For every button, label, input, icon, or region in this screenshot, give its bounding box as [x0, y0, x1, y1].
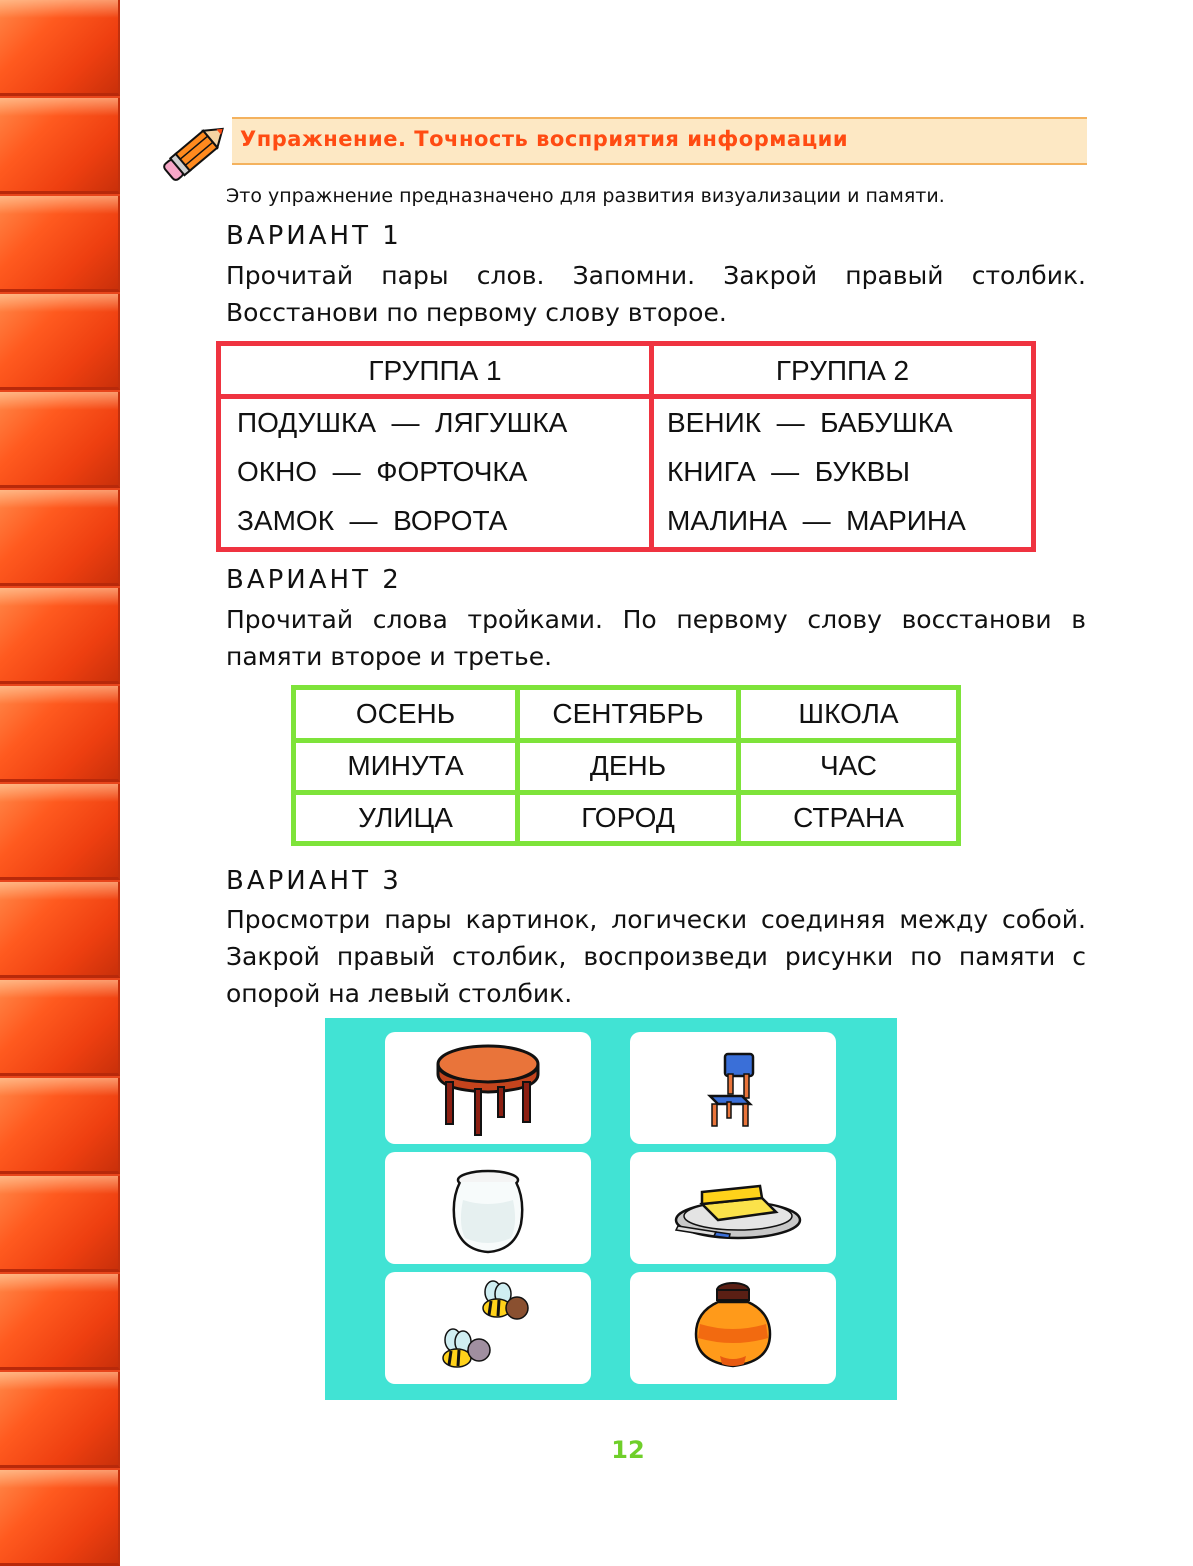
brick — [0, 686, 120, 782]
brick — [0, 1078, 120, 1174]
brick — [0, 882, 120, 978]
picture-card — [385, 1152, 591, 1264]
pair-row: ПОДУШКА — ЛЯГУШКА — [237, 407, 568, 438]
table-divider — [649, 346, 654, 547]
word-pairs-table — [216, 341, 1036, 552]
triple-cell: СЕНТЯБРЬ — [552, 698, 704, 729]
table-divider — [736, 690, 741, 841]
pair-row: ОКНО — ФОРТОЧКА — [237, 456, 528, 487]
butter-dish-icon — [630, 1152, 836, 1264]
brick — [0, 980, 120, 1076]
side-brick-column — [0, 0, 120, 1565]
variant-1-label: ВАРИАНТ 1 — [226, 221, 402, 251]
brick — [0, 392, 120, 488]
picture-pairs-panel — [325, 1018, 897, 1400]
milk-jar-icon — [385, 1152, 591, 1264]
picture-card — [630, 1272, 836, 1384]
bees-icon — [385, 1272, 591, 1384]
picture-card — [385, 1032, 591, 1144]
triple-cell: ЧАС — [820, 750, 877, 781]
group-2-header: ГРУППА 2 — [654, 346, 1031, 399]
page-number: 12 — [611, 1436, 645, 1464]
brick — [0, 1176, 120, 1272]
pair-row: ВЕНИК — БАБУШКА — [667, 407, 953, 438]
word-triples-table — [291, 685, 961, 846]
triple-cell: ДЕНЬ — [589, 750, 667, 781]
brick — [0, 1470, 120, 1566]
brick — [0, 588, 120, 684]
triple-cell: МИНУТА — [347, 750, 464, 781]
pair-row: ЗАМОК — ВОРОТА — [237, 505, 508, 536]
brick — [0, 196, 120, 292]
triple-cell: СТРАНА — [793, 802, 904, 833]
picture-card — [630, 1152, 836, 1264]
picture-card — [385, 1272, 591, 1384]
honey-pot-icon — [630, 1272, 836, 1384]
table-divider — [296, 738, 956, 743]
pair-row: КНИГА — БУКВЫ — [667, 456, 911, 487]
picture-card — [630, 1032, 836, 1144]
brick — [0, 490, 120, 586]
intro-text: Это упражнение предназначено для развития визуализации и памяти. — [226, 185, 945, 207]
triple-cell: ОСЕНЬ — [355, 698, 456, 729]
brick — [0, 1372, 120, 1468]
variant-3-label: ВАРИАНТ 3 — [226, 866, 402, 896]
brick — [0, 98, 120, 194]
brick — [0, 1274, 120, 1370]
chair-icon — [630, 1032, 836, 1144]
pair-row: МАЛИНА — МАРИНА — [667, 505, 966, 536]
variant-2-label: ВАРИАНТ 2 — [226, 565, 402, 595]
triple-cell: ГОРОД — [581, 802, 675, 833]
brick — [0, 0, 120, 96]
brick — [0, 784, 120, 880]
brick — [0, 294, 120, 390]
table-divider — [296, 790, 956, 795]
triple-cell: УЛИЦА — [358, 802, 453, 833]
table-divider — [515, 690, 520, 841]
variant-3-task: Просмотри пары картинок, логически соединяя между собой. Закрой правый столбик, воспроизведи рисунки по памяти с опорой на левый столбик. — [226, 905, 1086, 1008]
exercise-header — [232, 117, 1087, 165]
triple-cell: ШКОЛА — [798, 698, 899, 729]
variant-1-task: Прочитай пары слов. Запомни. Закрой правый столбик. Восстанови по первому слову второе. — [226, 261, 1086, 327]
table-icon — [385, 1032, 591, 1144]
group-1-header: ГРУППА 1 — [221, 346, 649, 399]
exercise-title: Упражнение. Точность восприятия информации — [240, 127, 849, 151]
variant-2-task: Прочитай слова тройками. По первому слову восстанови в памяти второе и третье. — [226, 605, 1086, 671]
pencil-icon — [155, 112, 235, 192]
